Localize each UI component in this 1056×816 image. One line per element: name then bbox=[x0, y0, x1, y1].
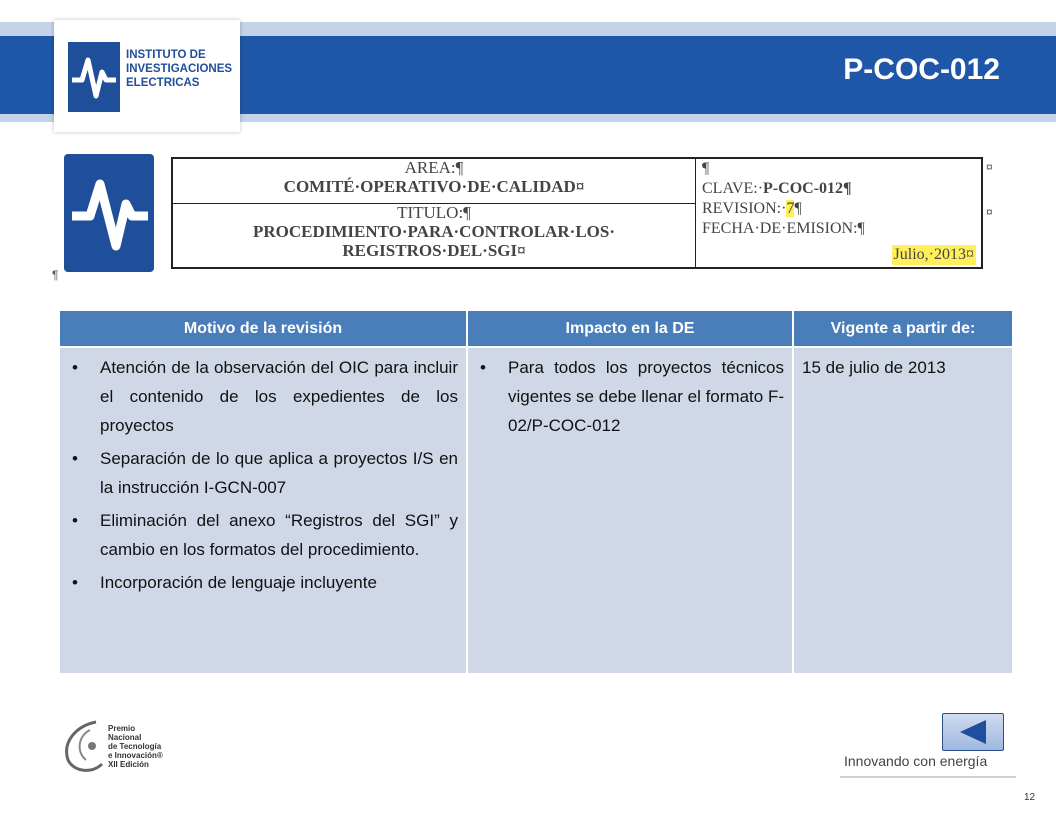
fecha-value: Julio,·2013¤ bbox=[893, 246, 974, 263]
row-mark-1: ¤ bbox=[986, 160, 993, 174]
document-logo-icon bbox=[64, 154, 154, 272]
document-header-table bbox=[171, 157, 983, 269]
revision-end: ¶ bbox=[794, 200, 802, 217]
motivo-list bbox=[60, 348, 466, 597]
area-label: AREA:¶ bbox=[404, 158, 464, 177]
premio-text bbox=[108, 724, 163, 769]
left-pilcrow: ¶ bbox=[52, 268, 59, 282]
vigente-value: 15 de julio de 2013 bbox=[802, 358, 946, 377]
premio-line5: XII Edición bbox=[108, 760, 149, 769]
document-code-title: P-COC-012 bbox=[843, 53, 1000, 86]
header-left-column bbox=[173, 159, 696, 267]
header-motivo: Motivo de la revisión bbox=[60, 311, 466, 346]
premio-line1: Premio bbox=[108, 724, 136, 733]
list-item: • Atención de la observación del OIC para incluir el contenido de los expedientes de los proyectos bbox=[60, 353, 458, 440]
premio-line2: Nacional bbox=[108, 733, 142, 742]
header-right-column bbox=[700, 159, 982, 267]
fecha-label: FECHA·DE·EMISION:¶ bbox=[702, 220, 865, 237]
institution-line2: INVESTIGACIONES bbox=[126, 63, 233, 75]
page-number: 12 bbox=[1024, 792, 1036, 803]
area-cell bbox=[173, 159, 695, 204]
institution-name bbox=[126, 48, 232, 90]
list-item: • Para todos los proyectos técnicos vigentes se debe llenar el formato F-02/P-COC-012 bbox=[468, 353, 784, 440]
clave-value: P-COC-012¶ bbox=[763, 180, 852, 197]
institution-line1: INSTITUTO DE bbox=[126, 49, 206, 61]
header-impacto: Impacto en la DE bbox=[468, 311, 792, 346]
premio-line3: de Tecnología bbox=[108, 742, 162, 751]
vigente-cell bbox=[794, 348, 1012, 673]
list-item: • Eliminación del anexo “Registros del SGI” y cambio en los formatos del procedimiento. bbox=[60, 506, 458, 564]
institution-line3: ELECTRICAS bbox=[126, 77, 200, 89]
impacto-list bbox=[468, 348, 792, 440]
titulo-value-line1: PROCEDIMIENTO·PARA·CONTROLAR·LOS· bbox=[252, 222, 616, 241]
titulo-cell bbox=[173, 204, 695, 267]
area-value: COMITÉ·OPERATIVO·DE·CALIDAD¤ bbox=[283, 177, 585, 196]
list-item: • Incorporación de lenguaje incluyente bbox=[60, 568, 458, 597]
row-mark-2: ¤ bbox=[986, 205, 993, 219]
motivo-cell bbox=[60, 348, 466, 673]
clave-label: CLAVE:· bbox=[702, 180, 764, 197]
impacto-cell bbox=[468, 348, 792, 673]
premio-line4: e Innovación® bbox=[108, 751, 163, 760]
titulo-value-line2: REGISTROS·DEL·SGI¤ bbox=[342, 241, 526, 260]
right-pilcrow: ¶ bbox=[702, 160, 710, 177]
header-vigente: Vigente a partir de: bbox=[794, 311, 1012, 346]
footer-divider bbox=[840, 776, 1016, 778]
iie-logo-icon bbox=[68, 42, 120, 112]
iie-logo-box bbox=[54, 20, 240, 132]
revision-table bbox=[60, 311, 1012, 673]
back-button[interactable] bbox=[942, 713, 1004, 751]
revision-value: 7 bbox=[786, 200, 795, 217]
titulo-label: TITULO:¶ bbox=[397, 203, 471, 222]
list-item: • Separación de lo que aplica a proyectos I/S en la instrucción I-GCN-007 bbox=[60, 444, 458, 502]
back-arrow-icon bbox=[960, 720, 986, 744]
revision-row bbox=[702, 199, 982, 219]
tagline: Innovando con energía bbox=[844, 753, 988, 769]
clave-row bbox=[702, 179, 982, 199]
revision-label: REVISION:· bbox=[702, 200, 787, 217]
